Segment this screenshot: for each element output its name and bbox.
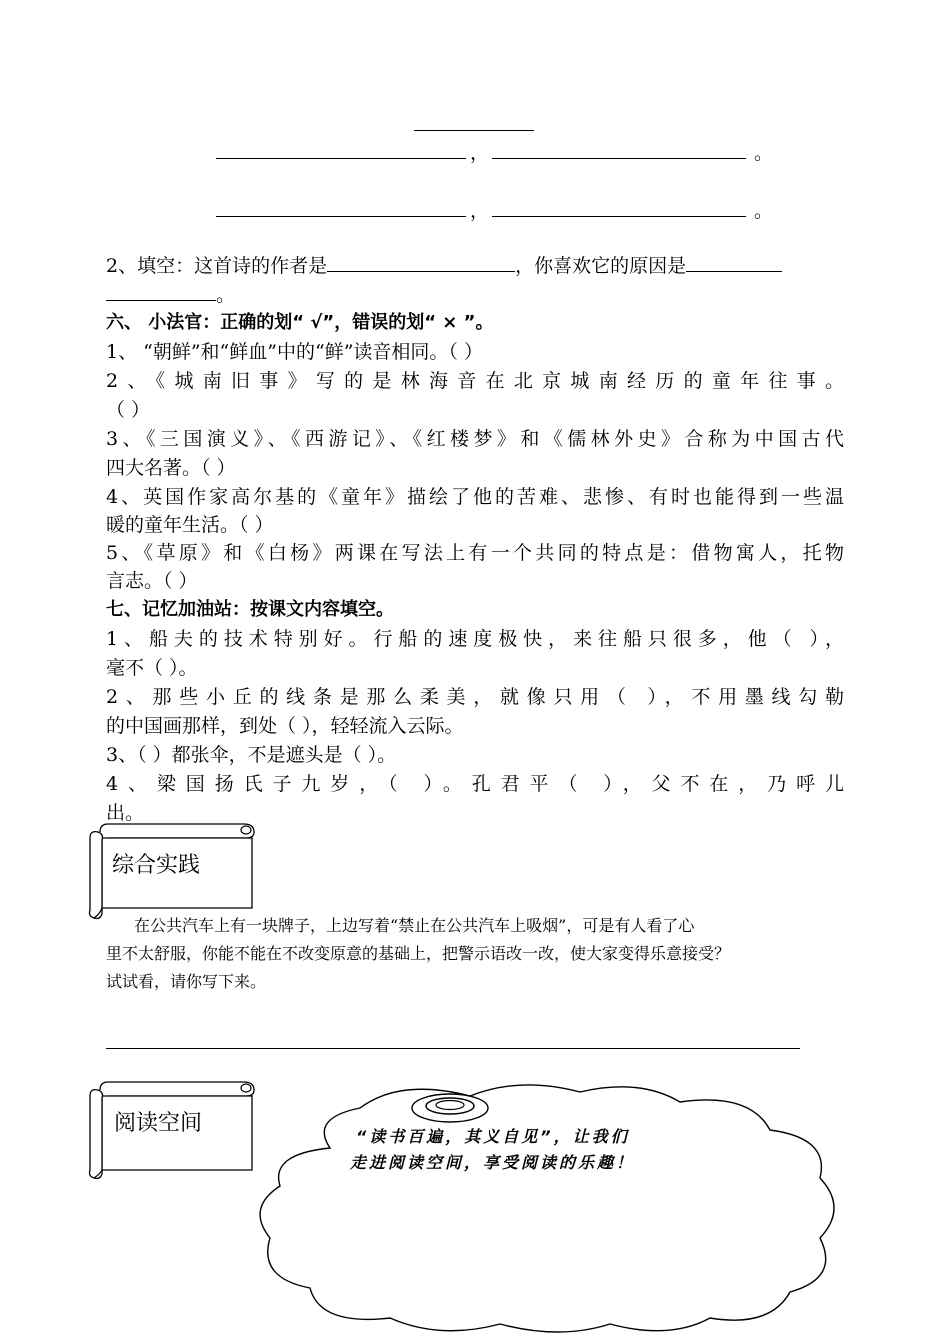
section6-item4: 4、英国作家高尔基的《童年》描绘了他的苦难、悲惨、有时也能得到一些温 [106, 486, 844, 508]
q2-fill-row2 [106, 282, 235, 308]
section7-item4-cont: 出。 [106, 802, 145, 824]
section6-item3: 3、《三国演义》、《西游记》、《红楼梦》和《儒林外史》合称为中国古代 [106, 428, 844, 450]
q2-reason-label: ，你喜欢它的原因是 [515, 255, 687, 277]
practice-banner-title: 综合实践 [112, 853, 201, 878]
section7-item2-cont: 的中国画那样，到处（ ），轻轻流入云际。 [106, 715, 464, 737]
poem-line1-blank-b[interactable] [492, 158, 746, 159]
poem-line2-period: 。 [754, 200, 774, 222]
section7-item1: 1、船夫的技术特别好。行船的速度极快，来往船只很多，他（ ）， [106, 628, 844, 650]
practice-text-line2: 里不太舒服，你能不能在不改变原意的基础上，把警示语改一改，使大家变得乐意接受？ [106, 944, 731, 963]
cloud-quote-line1: “读书百遍，其义自见”，让我们 [356, 1127, 630, 1146]
section7-title: 七、记忆加油站：按课文内容填空。 [106, 599, 394, 620]
cloud-quote-line2: 走进阅读空间，享受阅读的乐趣！ [350, 1153, 636, 1172]
q2-author-blank[interactable] [327, 253, 515, 272]
section7-item1-cont: 毫不（ ）。 [106, 657, 198, 679]
section6-item5-cont: 言志。（ ） [106, 570, 198, 592]
section6-item5: 5、《草原》和《白杨》两课在写法上有一个共同的特点是：借物寓人，托物 [106, 542, 844, 564]
poem-line1-period: 。 [754, 142, 774, 164]
q2-reason-blank-cont[interactable] [106, 282, 216, 301]
section6-item1: 1、 “朝鲜”和“鲜血”中的“鲜”读音相同。（ ） [106, 341, 483, 363]
section6-item2: 2、《城南旧事》写的是林海音在北京城南经历的童年往事。 [106, 370, 844, 392]
practice-answer-line[interactable] [106, 1048, 800, 1049]
q2-fill-end: 。 [216, 284, 236, 306]
reading-banner-title: 阅读空间 [114, 1111, 203, 1136]
poem-line1-blank-a[interactable] [216, 158, 466, 159]
poem-line2-comma: ， [470, 200, 490, 222]
reading-cloud [250, 1078, 850, 1340]
section7-item4: 4、梁国扬氏子九岁，（ ）。孔君平（ ），父不在，乃呼儿 [106, 773, 844, 795]
section7-item3: 3、（ ）都张伞，不是遮头是（ ）。 [106, 744, 397, 766]
q2-fill-label: 2、填空：这首诗的作者是 [106, 255, 328, 277]
poem-title-blank[interactable] [414, 130, 534, 131]
section6-title: 六、 小法官：正确的划“ √”，错误的划“ × ”。 [106, 312, 494, 333]
q2-fill-row [106, 253, 782, 279]
section6-item3-cont: 四大名著。（ ） [106, 457, 236, 479]
q2-reason-blank[interactable] [686, 253, 782, 272]
practice-text-line1: 在公共汽车上有一块牌子，上边写着“禁止在公共汽车上吸烟”，可是有人看了心 [134, 916, 695, 935]
poem-line2-blank-a[interactable] [216, 216, 466, 217]
poem-line1-comma: ， [470, 142, 490, 164]
section6-item4-cont: 暖的童年生活。（ ） [106, 514, 274, 536]
practice-text-line3: 试试看，请你写下来。 [106, 972, 267, 991]
poem-line2-blank-b[interactable] [492, 216, 746, 217]
section7-item2: 2、那些小丘的线条是那么柔美，就像只用（ ），不用墨线勾勒 [106, 686, 844, 708]
section6-item2-paren[interactable]: （ ） [106, 399, 151, 421]
